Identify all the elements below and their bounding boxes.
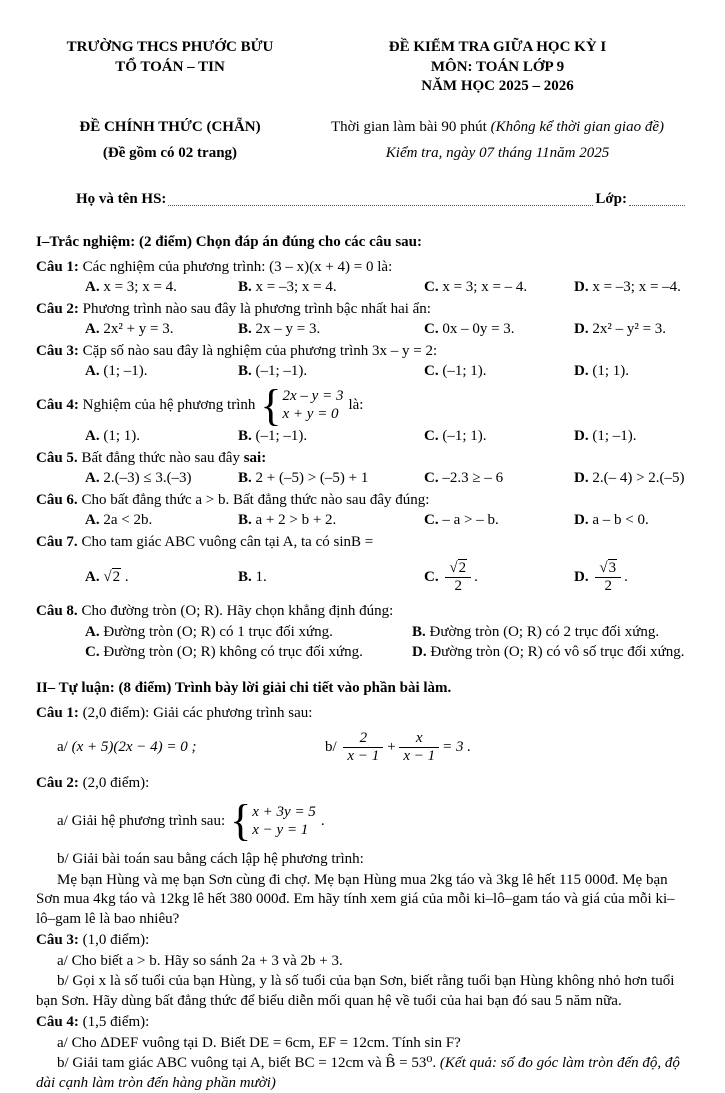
fraction-denominator: 2 xyxy=(445,577,471,595)
sqrt-expression xyxy=(103,568,121,585)
option-letter: A. xyxy=(85,279,100,295)
exam-duration xyxy=(304,118,691,138)
exam-title: ĐỀ KIỂM TRA GIỮA HỌC KỲ I xyxy=(388,39,607,55)
option-b xyxy=(238,278,424,298)
system-brace: { xyxy=(260,380,282,430)
fraction-denominator: x − 1 xyxy=(343,747,383,765)
option-letter: B. xyxy=(238,363,252,379)
option-letter: B. xyxy=(238,428,252,445)
class-fill-line xyxy=(629,205,685,206)
header-row-2 xyxy=(36,118,691,138)
duration-text: Thời gian làm bài 90 phút xyxy=(331,118,491,135)
question-text: Cặp số nào sau đây là nghiệm của phương trình 3x – y = 2: xyxy=(82,342,438,359)
system-line-2: x − y = 1 xyxy=(252,822,309,839)
option-d xyxy=(574,427,691,447)
option-letter: C. xyxy=(85,644,100,661)
option-letter: A. xyxy=(85,428,100,445)
question-intro: (2,0 điểm): xyxy=(82,774,150,791)
option-a xyxy=(85,469,238,489)
mc-q6-options xyxy=(85,511,691,531)
exam-subject: MÔN: TOÁN LỚP 9 xyxy=(430,58,565,75)
mc-question-7 xyxy=(36,533,691,553)
option-text: a – b < 0. xyxy=(592,512,649,529)
option-c xyxy=(424,560,574,596)
header-row-3 xyxy=(36,144,691,164)
option-c xyxy=(424,511,574,531)
mc-q5-options xyxy=(85,469,691,489)
mc-q8-options-row1 xyxy=(85,623,691,643)
option-letter: A. xyxy=(85,512,100,529)
option-text: (1; –1). xyxy=(592,428,637,445)
equation-system xyxy=(230,796,316,846)
option-letter: C. xyxy=(424,279,439,295)
fraction xyxy=(343,730,383,766)
system-line-1: 2x – y = 3 xyxy=(282,388,344,405)
mc-question-1 xyxy=(36,258,691,278)
system-brace: { xyxy=(230,796,252,846)
question-intro: (1,5 điểm): xyxy=(82,1014,150,1031)
option-text: (–1; 1). xyxy=(442,363,487,379)
fraction-numerator: 2 xyxy=(359,730,368,747)
option-letter: A. xyxy=(85,470,100,487)
option-text: (1; 1). xyxy=(103,428,141,445)
mc-question-4 xyxy=(36,380,691,430)
option-text: 2.(– 4) > 2.(–5) xyxy=(592,470,685,487)
option-a xyxy=(85,427,238,447)
option-letter: B. xyxy=(238,321,252,337)
radicand: 3 xyxy=(608,559,617,576)
duration-note: (Không kể thời gian giao đề) xyxy=(490,118,664,135)
option-c xyxy=(85,643,412,663)
plus-sign: + xyxy=(386,739,397,756)
question-label: Câu 1: xyxy=(36,705,79,722)
question-label: Câu 8. xyxy=(36,603,78,620)
essay-q1-equations xyxy=(57,724,691,772)
fraction xyxy=(399,730,439,766)
part-a xyxy=(57,738,325,758)
student-line xyxy=(76,190,687,210)
question-text: Các nghiệm của phương trình: (3 – x)(x + 4) = 0 là: xyxy=(82,258,393,275)
option-d xyxy=(574,362,691,382)
school-year: NĂM HỌC 2025 – 2026 xyxy=(421,78,574,94)
option-a xyxy=(85,623,412,643)
option-letter: D. xyxy=(574,279,589,295)
question-label: Câu 4: xyxy=(36,396,79,413)
equation-system xyxy=(260,380,344,430)
option-text: 2x² – y² = 3. xyxy=(592,321,667,337)
option-text: –2.3 ≥ – 6 xyxy=(442,470,504,487)
option-b xyxy=(238,320,424,340)
mc-question-6 xyxy=(36,491,691,511)
equation-rhs: = 3 . xyxy=(442,739,471,756)
part-b xyxy=(325,730,471,766)
option-a xyxy=(85,320,238,340)
part-a-suffix: . xyxy=(320,812,325,829)
option-text: 2 + (–5) > (–5) + 1 xyxy=(255,470,369,487)
mc-q7-options xyxy=(85,554,691,600)
option-letter: B. xyxy=(412,623,426,640)
question-label: Câu 3: xyxy=(36,932,79,949)
header-left xyxy=(36,38,304,97)
option-text: a + 2 > b + 2. xyxy=(255,512,337,529)
option-text: 1. xyxy=(255,568,267,585)
option-text: Đường tròn (O; R) có 1 trục đối xứng. xyxy=(103,623,333,640)
header xyxy=(36,38,691,97)
option-b xyxy=(238,511,424,531)
option-letter: D. xyxy=(412,644,427,661)
option-b xyxy=(238,568,424,588)
exam-type: ĐỀ CHÍNH THỨC (CHẴN) xyxy=(79,118,261,135)
option-text: x = 3; x = – 4. xyxy=(442,279,528,295)
option-suffix: . xyxy=(624,568,628,585)
option-c xyxy=(424,320,574,340)
student-name-label: Họ và tên HS: xyxy=(76,190,167,207)
mc-question-2 xyxy=(36,300,691,320)
essay-q4-part-a: a/ Cho ΔDEF vuông tại D. Biết DE = 6cm, EF = 12cm. Tính sin F? xyxy=(57,1034,461,1051)
option-letter: C. xyxy=(424,568,439,585)
question-label: Câu 2: xyxy=(36,774,79,791)
option-d xyxy=(574,511,691,531)
question-label: Câu 4: xyxy=(36,1014,79,1031)
option-letter: D. xyxy=(574,512,589,529)
mc-q4-options xyxy=(85,427,691,447)
option-letter: A. xyxy=(85,568,100,585)
option-letter: C. xyxy=(424,363,439,379)
question-text: Cho tam giác ABC vuông cân tại A, ta có sinB = xyxy=(81,533,374,550)
system-line-2: x + y = 0 xyxy=(282,406,339,423)
fraction-numerator: x xyxy=(415,730,423,747)
student-name-fill-line xyxy=(168,205,593,206)
option-letter: A. xyxy=(85,321,100,337)
option-text: – a > – b. xyxy=(442,512,499,529)
option-letter: A. xyxy=(85,363,100,379)
question-intro: (2,0 điểm): Giải các phương trình sau: xyxy=(82,705,313,722)
option-text: Đường tròn (O; R) không có trục đối xứng. xyxy=(103,644,363,661)
option-text: (1; 1). xyxy=(592,363,630,379)
option-text: Đường tròn (O; R) có vô số trục đối xứng. xyxy=(430,644,685,661)
option-text: 0x – 0y = 3. xyxy=(442,321,515,337)
radical-sign: √ xyxy=(103,568,112,585)
mc-q3-options xyxy=(85,362,691,382)
option-text: (–1; 1). xyxy=(442,428,487,445)
option-suffix: . xyxy=(121,568,129,585)
option-letter: D. xyxy=(574,568,589,585)
option-letter: B. xyxy=(238,512,252,529)
essay-q3-part-a: a/ Cho biết a > b. Hãy so sánh 2a + 3 và 2b + 3. xyxy=(57,952,343,969)
option-c xyxy=(424,362,574,382)
option-b xyxy=(412,623,659,643)
question-label: Câu 3: xyxy=(36,342,79,359)
option-d xyxy=(574,320,691,340)
option-letter: A. xyxy=(85,623,100,640)
radicand: 2 xyxy=(458,559,467,576)
essay-question-4 xyxy=(36,1013,691,1033)
option-letter: C. xyxy=(424,512,439,529)
mc-q2-options xyxy=(85,320,691,340)
system-lines xyxy=(252,803,316,839)
fraction xyxy=(595,560,621,596)
option-letter: D. xyxy=(574,470,589,487)
department-name: TỔ TOÁN – TIN xyxy=(115,58,225,75)
question-label: Câu 1: xyxy=(36,258,79,275)
essay-q4-part-b xyxy=(36,1054,691,1093)
essay-q2-part-b-intro: b/ Giải bài toán sau bằng cách lập hệ phương trình: xyxy=(57,851,364,868)
pages-note: (Đề gồm có 02 trang) xyxy=(102,145,238,161)
mc-question-5 xyxy=(36,449,691,469)
section1-title: I–Trắc nghiệm: (2 điểm) Chọn đáp án đúng cho các câu sau: xyxy=(36,234,423,250)
question-label: Câu 7. xyxy=(36,533,78,550)
school-name: TRƯỜNG THCS PHƯỚC BỬU xyxy=(66,39,274,55)
option-d xyxy=(574,560,691,596)
question-text: Bất đẳng thức nào sau đây xyxy=(81,449,244,466)
header-right xyxy=(304,38,691,97)
option-letter: C. xyxy=(424,321,439,337)
essay-q2-part-a xyxy=(57,793,691,849)
radical-sign: √ xyxy=(599,559,608,576)
option-text: Đường tròn (O; R) có 2 trục đối xứng. xyxy=(429,623,660,640)
option-a xyxy=(85,511,238,531)
option-text: x = –3; x = –4. xyxy=(592,279,681,295)
option-b xyxy=(238,427,424,447)
option-text: 2.(–3) ≤ 3.(–3) xyxy=(103,470,192,487)
mc-question-3 xyxy=(36,342,691,362)
system-lines xyxy=(283,387,344,423)
fraction-denominator: 2 xyxy=(595,577,621,595)
option-letter: B. xyxy=(238,470,252,487)
part-label: b/ xyxy=(325,739,337,756)
option-text: 2x – y = 3. xyxy=(255,321,321,337)
essay-question-1 xyxy=(36,704,691,724)
option-letter: B. xyxy=(238,279,252,295)
radicand: 2 xyxy=(112,568,121,585)
option-text: (–1; –1). xyxy=(255,428,308,445)
system-line-1: x + 3y = 5 xyxy=(252,804,316,821)
option-text: x = 3; x = 4. xyxy=(103,279,177,295)
option-letter: C. xyxy=(424,428,439,445)
part-b-note: (Kết quả: số đo góc làm tròn đến độ, độ dài cạnh làm tròn đến hàng phần mười) xyxy=(36,1055,680,1091)
essay-q3-part-b: b/ Gọi x là số tuổi của bạn Hùng, y là số tuổi của bạn Sơn, biết rằng tuổi bạn Hùng không nhỏ hơn tuổi bạn Sơn. Hãy dùng bất đẳng thức để biểu diễn mối quan hệ về tuổi của hai bạn đó sau 5 năm nữa. xyxy=(36,973,675,1009)
question-label: Câu 2: xyxy=(36,300,79,317)
question-label: Câu 6. xyxy=(36,491,78,508)
option-a xyxy=(85,362,238,382)
option-letter: D. xyxy=(574,428,589,445)
option-letter: C. xyxy=(424,470,439,487)
option-c xyxy=(424,427,574,447)
option-text: 2a < 2b. xyxy=(103,512,153,529)
option-d xyxy=(574,278,691,298)
fraction xyxy=(445,560,471,596)
option-b xyxy=(238,362,424,382)
part-b-text: b/ Giải tam giác ABC vuông tại A, biết BC = 12cm và B̂ = 53⁰. xyxy=(57,1055,440,1072)
question-text-bold: sai: xyxy=(243,449,267,466)
question-text: Cho bất đẳng thức a > b. Bất đẳng thức nào sau đây đúng: xyxy=(81,491,430,508)
essay-question-3 xyxy=(36,931,691,951)
essay-q2-part-b-problem: Mẹ bạn Hùng và mẹ bạn Sơn cùng đi chợ. Mẹ bạn Hùng mua 2kg táo và 3kg lê hết 115 000đ. Mẹ bạn Sơn mua 4kg táo và 12kg lê hết 380 000đ. Em hãy tính xem giá của mỗi ki–lô–gam táo và giá của mỗi ki–lô–gam lê là bao nhiêu? xyxy=(36,871,675,927)
fraction-denominator: x − 1 xyxy=(399,747,439,765)
option-d xyxy=(412,643,685,663)
part-a-text: a/ Giải hệ phương trình sau: xyxy=(57,812,226,829)
option-a xyxy=(85,568,238,588)
option-suffix: . xyxy=(474,568,478,585)
essay-question-2 xyxy=(36,774,691,794)
mc-q1-options xyxy=(85,278,691,298)
equation: (x + 5)(2x − 4) = 0 ; xyxy=(71,739,197,756)
question-text: Phương trình nào sau đây là phương trình bậc nhất hai ẩn: xyxy=(82,300,431,317)
section2-title: II– Tự luận: (8 điểm) Trình bày lời giải chi tiết vào phần bài làm. xyxy=(36,679,452,696)
mc-q8-options-row2 xyxy=(85,643,691,663)
question-intro: (1,0 điểm): xyxy=(82,932,150,949)
option-d xyxy=(574,469,691,489)
option-letter: D. xyxy=(574,321,589,337)
mc-question-8 xyxy=(36,602,691,622)
fraction-numerator xyxy=(445,560,471,577)
option-c xyxy=(424,469,574,489)
option-text: 2x² + y = 3. xyxy=(103,321,174,337)
option-a xyxy=(85,278,238,298)
option-text: x = –3; x = 4. xyxy=(255,279,337,295)
question-text: Cho đường tròn (O; R). Hãy chọn khẳng định đúng: xyxy=(81,603,394,620)
exam-date: Kiểm tra, ngày 07 tháng 11năm 2025 xyxy=(385,145,610,161)
option-text: (–1; –1). xyxy=(255,363,308,379)
option-c xyxy=(424,278,574,298)
class-label: Lớp: xyxy=(595,190,627,207)
fraction-numerator xyxy=(595,560,621,577)
question-label: Câu 5. xyxy=(36,449,78,466)
option-text: (1; –1). xyxy=(103,363,148,379)
option-letter: B. xyxy=(238,568,252,585)
radical-sign: √ xyxy=(449,559,458,576)
option-b xyxy=(238,469,424,489)
question-text: Nghiệm của hệ phương trình xyxy=(82,396,256,413)
option-letter: D. xyxy=(574,363,589,379)
question-text-suffix: là: xyxy=(348,396,364,413)
part-label: a/ xyxy=(57,739,68,756)
